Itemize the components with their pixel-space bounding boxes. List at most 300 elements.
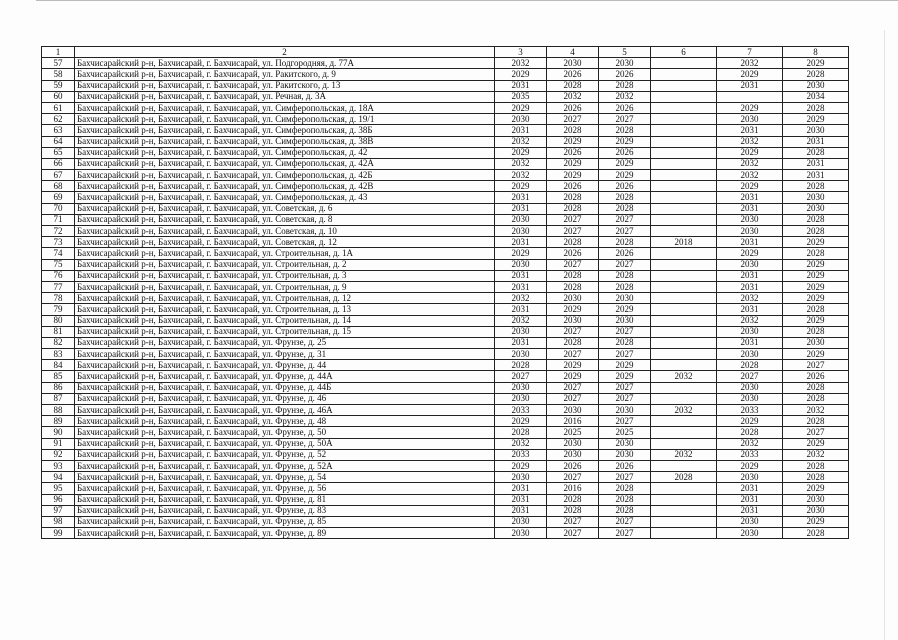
year-cell: 2031 bbox=[717, 337, 783, 348]
address-cell: Бахчисарайский р-н, Бахчисарай, г. Бахчисарай, ул. Симферопольская, д. 42В bbox=[75, 181, 495, 192]
year-cell: 2030 bbox=[599, 438, 651, 449]
row-number-cell: 85 bbox=[42, 371, 75, 382]
year-cell: 2032 bbox=[651, 449, 717, 460]
year-cell: 2026 bbox=[547, 102, 599, 113]
address-cell: Бахчисарайский р-н, Бахчисарай, г. Бахчисарай, ул. Строительная, д. 9 bbox=[75, 281, 495, 292]
address-cell: Бахчисарайский р-н, Бахчисарай, г. Бахчисарай, ул. Симферопольская, д. 18А bbox=[75, 102, 495, 113]
year-cell: 2028 bbox=[547, 192, 599, 203]
row-number-cell: 78 bbox=[42, 293, 75, 304]
table-row bbox=[42, 337, 849, 348]
table-row bbox=[42, 226, 849, 237]
year-cell: 2032 bbox=[783, 405, 849, 416]
column-header: 3 bbox=[495, 47, 547, 58]
year-cell: 2028 bbox=[717, 360, 783, 371]
row-number-cell: 74 bbox=[42, 248, 75, 259]
table-row bbox=[42, 102, 849, 113]
year-cell: 2030 bbox=[495, 214, 547, 225]
year-cell: 2032 bbox=[717, 58, 783, 69]
year-cell: 2027 bbox=[717, 371, 783, 382]
year-cell: 2028 bbox=[783, 416, 849, 427]
row-number-cell: 71 bbox=[42, 214, 75, 225]
row-number-cell: 89 bbox=[42, 416, 75, 427]
table-row bbox=[42, 483, 849, 494]
year-cell: 2025 bbox=[547, 427, 599, 438]
row-number-cell: 61 bbox=[42, 102, 75, 113]
year-cell: 2027 bbox=[599, 326, 651, 337]
year-cell bbox=[651, 483, 717, 494]
year-cell: 2027 bbox=[547, 472, 599, 483]
row-number-cell: 86 bbox=[42, 382, 75, 393]
row-number-cell: 72 bbox=[42, 226, 75, 237]
year-cell: 2030 bbox=[495, 259, 547, 270]
year-cell: 2033 bbox=[717, 449, 783, 460]
year-cell: 2028 bbox=[783, 248, 849, 259]
table-row bbox=[42, 170, 849, 181]
year-cell: 2027 bbox=[547, 349, 599, 360]
year-cell: 2026 bbox=[783, 371, 849, 382]
table-row bbox=[42, 360, 849, 371]
table-row bbox=[42, 136, 849, 147]
row-number-cell: 95 bbox=[42, 483, 75, 494]
year-cell: 2029 bbox=[783, 259, 849, 270]
year-cell: 2026 bbox=[599, 102, 651, 113]
year-cell: 2027 bbox=[599, 259, 651, 270]
address-cell: Бахчисарайский р-н, Бахчисарай, г. Бахчисарай, ул. Фрунзе, д. 54 bbox=[75, 472, 495, 483]
year-cell: 2028 bbox=[599, 270, 651, 281]
year-cell bbox=[651, 203, 717, 214]
table-row bbox=[42, 192, 849, 203]
row-number-cell: 65 bbox=[42, 147, 75, 158]
year-cell: 2029 bbox=[717, 102, 783, 113]
year-cell: 2027 bbox=[547, 528, 599, 539]
year-cell: 2031 bbox=[495, 304, 547, 315]
year-cell: 2028 bbox=[547, 80, 599, 91]
year-cell: 2031 bbox=[495, 505, 547, 516]
year-cell: 2028 bbox=[783, 326, 849, 337]
year-cell: 2031 bbox=[495, 270, 547, 281]
year-cell: 2029 bbox=[495, 181, 547, 192]
year-cell: 2026 bbox=[599, 181, 651, 192]
year-cell: 2029 bbox=[599, 304, 651, 315]
table-row bbox=[42, 181, 849, 192]
year-cell: 2026 bbox=[599, 69, 651, 80]
year-cell bbox=[651, 528, 717, 539]
year-cell bbox=[651, 170, 717, 181]
year-cell bbox=[651, 393, 717, 404]
address-cell: Бахчисарайский р-н, Бахчисарай, г. Бахчисарай, ул. Строительная, д. 2 bbox=[75, 259, 495, 270]
address-cell: Бахчисарайский р-н, Бахчисарай, г. Бахчисарай, ул. Фрунзе, д. 44А bbox=[75, 371, 495, 382]
table-row bbox=[42, 494, 849, 505]
year-cell: 2029 bbox=[495, 248, 547, 259]
year-cell: 2028 bbox=[783, 102, 849, 113]
year-cell: 2030 bbox=[717, 349, 783, 360]
row-number-cell: 75 bbox=[42, 259, 75, 270]
year-cell: 2032 bbox=[495, 136, 547, 147]
year-cell: 2028 bbox=[547, 237, 599, 248]
year-cell: 2032 bbox=[651, 405, 717, 416]
address-cell: Бахчисарайский р-н, Бахчисарай, г. Бахчисарай, ул. Фрунзе, д. 44Б bbox=[75, 382, 495, 393]
year-cell: 2030 bbox=[495, 393, 547, 404]
address-cell: Бахчисарайский р-н, Бахчисарай, г. Бахчисарай, ул. Строительная, д. 15 bbox=[75, 326, 495, 337]
row-number-cell: 98 bbox=[42, 516, 75, 527]
year-cell: 2032 bbox=[495, 158, 547, 169]
year-cell bbox=[651, 114, 717, 125]
row-number-cell: 92 bbox=[42, 449, 75, 460]
year-cell: 2018 bbox=[651, 237, 717, 248]
address-cell: Бахчисарайский р-н, Бахчисарай, г. Бахчисарай, ул. Симферопольская, д. 42Б bbox=[75, 170, 495, 181]
year-cell bbox=[651, 270, 717, 281]
year-cell: 2027 bbox=[547, 226, 599, 237]
address-cell: Бахчисарайский р-н, Бахчисарай, г. Бахчисарай, ул. Фрунзе, д. 85 bbox=[75, 516, 495, 527]
year-cell: 2030 bbox=[547, 438, 599, 449]
table-row bbox=[42, 349, 849, 360]
table-row bbox=[42, 382, 849, 393]
year-cell: 2028 bbox=[599, 192, 651, 203]
year-cell: 2030 bbox=[599, 315, 651, 326]
year-cell: 2028 bbox=[495, 427, 547, 438]
year-cell: 2029 bbox=[599, 170, 651, 181]
year-cell: 2031 bbox=[495, 281, 547, 292]
year-cell: 2032 bbox=[495, 58, 547, 69]
year-cell: 2030 bbox=[783, 80, 849, 91]
year-cell bbox=[651, 281, 717, 292]
address-cell: Бахчисарайский р-н, Бахчисарай, г. Бахчисарай, ул. Симферопольская, д. 43 bbox=[75, 192, 495, 203]
address-cell: Бахчисарайский р-н, Бахчисарай, г. Бахчисарай, ул. Фрунзе, д. 50А bbox=[75, 438, 495, 449]
column-header: 5 bbox=[599, 47, 651, 58]
address-cell: Бахчисарайский р-н, Бахчисарай, г. Бахчисарай, ул. Фрунзе, д. 46А bbox=[75, 405, 495, 416]
year-cell: 2027 bbox=[547, 214, 599, 225]
year-cell: 2031 bbox=[717, 125, 783, 136]
year-cell: 2027 bbox=[547, 326, 599, 337]
year-cell: 2028 bbox=[547, 270, 599, 281]
address-cell: Бахчисарайский р-н, Бахчисарай, г. Бахчисарай, ул. Фрунзе, д. 44 bbox=[75, 360, 495, 371]
year-cell: 2028 bbox=[783, 226, 849, 237]
year-cell: 2030 bbox=[717, 528, 783, 539]
year-cell: 2028 bbox=[783, 472, 849, 483]
year-cell: 2032 bbox=[717, 438, 783, 449]
year-cell: 2028 bbox=[651, 472, 717, 483]
year-cell bbox=[651, 326, 717, 337]
table-row bbox=[42, 281, 849, 292]
year-cell: 2030 bbox=[783, 337, 849, 348]
table-row bbox=[42, 472, 849, 483]
year-cell: 2030 bbox=[599, 405, 651, 416]
year-cell: 2031 bbox=[495, 237, 547, 248]
row-number-cell: 90 bbox=[42, 427, 75, 438]
row-number-cell: 64 bbox=[42, 136, 75, 147]
year-cell: 2028 bbox=[783, 304, 849, 315]
year-cell: 2031 bbox=[495, 125, 547, 136]
page-edge-right bbox=[884, 30, 885, 640]
year-cell: 2030 bbox=[599, 58, 651, 69]
year-cell: 2029 bbox=[547, 136, 599, 147]
address-cell: Бахчисарайский р-н, Бахчисарай, г. Бахчисарай, ул. Фрунзе, д. 52А bbox=[75, 460, 495, 471]
year-cell: 2029 bbox=[599, 136, 651, 147]
address-cell: Бахчисарайский р-н, Бахчисарай, г. Бахчисарай, ул. Симферопольская, д. 38В bbox=[75, 136, 495, 147]
address-cell: Бахчисарайский р-н, Бахчисарай, г. Бахчисарай, ул. Строительная, д. 14 bbox=[75, 315, 495, 326]
year-cell: 2031 bbox=[717, 483, 783, 494]
row-number-cell: 87 bbox=[42, 393, 75, 404]
year-cell: 2030 bbox=[783, 125, 849, 136]
row-number-cell: 62 bbox=[42, 114, 75, 125]
year-cell: 2027 bbox=[599, 214, 651, 225]
address-cell: Бахчисарайский р-н, Бахчисарай, г. Бахчисарай, ул. Симферопольская, д. 19/1 bbox=[75, 114, 495, 125]
year-cell: 2031 bbox=[495, 483, 547, 494]
year-cell: 2031 bbox=[717, 270, 783, 281]
table-row bbox=[42, 248, 849, 259]
year-cell: 2031 bbox=[495, 494, 547, 505]
year-cell: 2026 bbox=[547, 69, 599, 80]
year-cell: 2028 bbox=[783, 69, 849, 80]
table-row bbox=[42, 114, 849, 125]
year-cell: 2028 bbox=[783, 460, 849, 471]
row-number-cell: 94 bbox=[42, 472, 75, 483]
year-cell: 2031 bbox=[717, 494, 783, 505]
table-header-row bbox=[42, 47, 849, 58]
year-cell: 2029 bbox=[783, 349, 849, 360]
year-cell: 2028 bbox=[599, 505, 651, 516]
address-cell: Бахчисарайский р-н, Бахчисарай, г. Бахчисарай, ул. Советская, д. 8 bbox=[75, 214, 495, 225]
year-cell bbox=[651, 259, 717, 270]
year-cell: 2029 bbox=[717, 248, 783, 259]
column-header: 8 bbox=[783, 47, 849, 58]
year-cell: 2026 bbox=[547, 181, 599, 192]
year-cell: 2029 bbox=[783, 315, 849, 326]
year-cell: 2029 bbox=[783, 293, 849, 304]
table-row bbox=[42, 393, 849, 404]
year-cell: 2029 bbox=[783, 281, 849, 292]
year-cell: 2026 bbox=[599, 460, 651, 471]
year-cell: 2030 bbox=[783, 192, 849, 203]
year-cell: 2030 bbox=[717, 214, 783, 225]
year-cell: 2030 bbox=[495, 528, 547, 539]
year-cell: 2032 bbox=[495, 170, 547, 181]
year-cell: 2027 bbox=[783, 427, 849, 438]
column-header: 1 bbox=[42, 47, 75, 58]
row-number-cell: 69 bbox=[42, 192, 75, 203]
year-cell: 2030 bbox=[495, 114, 547, 125]
year-cell: 2031 bbox=[495, 192, 547, 203]
row-number-cell: 67 bbox=[42, 170, 75, 181]
year-cell: 2030 bbox=[717, 114, 783, 125]
year-cell: 2029 bbox=[783, 483, 849, 494]
year-cell bbox=[651, 349, 717, 360]
row-number-cell: 77 bbox=[42, 281, 75, 292]
year-cell: 2030 bbox=[717, 226, 783, 237]
table-row bbox=[42, 326, 849, 337]
row-number-cell: 82 bbox=[42, 337, 75, 348]
year-cell: 2025 bbox=[599, 427, 651, 438]
year-cell: 2028 bbox=[783, 147, 849, 158]
year-cell: 2028 bbox=[599, 203, 651, 214]
year-cell: 2028 bbox=[547, 203, 599, 214]
address-cell: Бахчисарайский р-н, Бахчисарай, г. Бахчисарай, ул. Строительная, д. 3 bbox=[75, 270, 495, 281]
year-cell: 2029 bbox=[547, 360, 599, 371]
table-row bbox=[42, 91, 849, 102]
row-number-cell: 68 bbox=[42, 181, 75, 192]
table-row bbox=[42, 69, 849, 80]
year-cell bbox=[651, 181, 717, 192]
year-cell bbox=[651, 80, 717, 91]
year-cell: 2029 bbox=[783, 237, 849, 248]
year-cell: 2028 bbox=[717, 427, 783, 438]
year-cell bbox=[651, 505, 717, 516]
year-cell: 2016 bbox=[547, 483, 599, 494]
year-cell bbox=[651, 494, 717, 505]
year-cell: 2029 bbox=[547, 170, 599, 181]
year-cell: 2029 bbox=[717, 181, 783, 192]
table-row bbox=[42, 528, 849, 539]
year-cell: 2030 bbox=[495, 382, 547, 393]
year-cell: 2032 bbox=[717, 136, 783, 147]
year-cell: 2030 bbox=[547, 293, 599, 304]
year-cell: 2030 bbox=[547, 449, 599, 460]
year-cell: 2032 bbox=[651, 371, 717, 382]
row-number-cell: 93 bbox=[42, 460, 75, 471]
year-cell: 2027 bbox=[783, 360, 849, 371]
address-cell: Бахчисарайский р-н, Бахчисарай, г. Бахчисарай, ул. Строительная, д. 12 bbox=[75, 293, 495, 304]
year-cell: 2029 bbox=[783, 438, 849, 449]
year-cell: 2033 bbox=[495, 449, 547, 460]
year-cell: 2029 bbox=[495, 416, 547, 427]
year-cell bbox=[651, 214, 717, 225]
row-number-cell: 63 bbox=[42, 125, 75, 136]
table-row bbox=[42, 315, 849, 326]
table-row bbox=[42, 214, 849, 225]
table-row bbox=[42, 293, 849, 304]
year-cell: 2030 bbox=[495, 516, 547, 527]
year-cell: 2029 bbox=[495, 460, 547, 471]
address-cell: Бахчисарайский р-н, Бахчисарай, г. Бахчисарай, ул. Симферопольская, д. 42 bbox=[75, 147, 495, 158]
table-row bbox=[42, 237, 849, 248]
table-row bbox=[42, 158, 849, 169]
year-cell: 2029 bbox=[495, 69, 547, 80]
year-cell: 2031 bbox=[495, 203, 547, 214]
year-cell: 2027 bbox=[599, 472, 651, 483]
page-edge bbox=[36, 0, 898, 1]
year-cell bbox=[651, 69, 717, 80]
year-cell: 2027 bbox=[547, 259, 599, 270]
address-cell: Бахчисарайский р-н, Бахчисарай, г. Бахчисарай, ул. Симферопольская, д. 38Б bbox=[75, 125, 495, 136]
row-number-cell: 60 bbox=[42, 91, 75, 102]
year-cell bbox=[651, 248, 717, 259]
year-cell: 2027 bbox=[599, 226, 651, 237]
row-number-cell: 70 bbox=[42, 203, 75, 214]
year-cell: 2028 bbox=[783, 214, 849, 225]
year-cell: 2030 bbox=[783, 203, 849, 214]
year-cell: 2028 bbox=[547, 337, 599, 348]
year-cell: 2031 bbox=[717, 192, 783, 203]
row-number-cell: 99 bbox=[42, 528, 75, 539]
year-cell: 2028 bbox=[599, 125, 651, 136]
row-number-cell: 66 bbox=[42, 158, 75, 169]
address-cell: Бахчисарайский р-н, Бахчисарай, г. Бахчисарай, ул. Фрунзе, д. 89 bbox=[75, 528, 495, 539]
year-cell: 2032 bbox=[717, 158, 783, 169]
table-row bbox=[42, 304, 849, 315]
year-cell: 2027 bbox=[599, 393, 651, 404]
year-cell: 2032 bbox=[547, 91, 599, 102]
year-cell: 2032 bbox=[495, 293, 547, 304]
year-cell bbox=[651, 460, 717, 471]
year-cell: 2031 bbox=[717, 281, 783, 292]
year-cell bbox=[651, 293, 717, 304]
table-row bbox=[42, 416, 849, 427]
year-cell: 2028 bbox=[599, 237, 651, 248]
address-cell: Бахчисарайский р-н, Бахчисарай, г. Бахчисарай, ул. Фрунзе, д. 25 bbox=[75, 337, 495, 348]
year-cell: 2031 bbox=[717, 304, 783, 315]
year-cell: 2030 bbox=[547, 405, 599, 416]
year-cell: 2028 bbox=[783, 382, 849, 393]
table-row bbox=[42, 147, 849, 158]
row-number-cell: 57 bbox=[42, 58, 75, 69]
table-row bbox=[42, 270, 849, 281]
year-cell: 2031 bbox=[717, 80, 783, 91]
year-cell: 2028 bbox=[599, 494, 651, 505]
year-cell: 2029 bbox=[547, 304, 599, 315]
year-cell: 2027 bbox=[495, 371, 547, 382]
year-cell: 2016 bbox=[547, 416, 599, 427]
table-row bbox=[42, 203, 849, 214]
row-number-cell: 88 bbox=[42, 405, 75, 416]
year-cell: 2031 bbox=[783, 136, 849, 147]
year-cell: 2027 bbox=[599, 349, 651, 360]
address-cell: Бахчисарайский р-н, Бахчисарай, г. Бахчисарай, ул. Фрунзе, д. 81 bbox=[75, 494, 495, 505]
row-number-cell: 76 bbox=[42, 270, 75, 281]
year-cell: 2030 bbox=[717, 382, 783, 393]
row-number-cell: 96 bbox=[42, 494, 75, 505]
row-number-cell: 83 bbox=[42, 349, 75, 360]
year-cell: 2031 bbox=[495, 337, 547, 348]
year-cell: 2027 bbox=[599, 114, 651, 125]
address-cell: Бахчисарайский р-н, Бахчисарай, г. Бахчисарай, ул. Советская, д. 10 bbox=[75, 226, 495, 237]
year-cell: 2028 bbox=[547, 125, 599, 136]
year-cell: 2030 bbox=[495, 326, 547, 337]
year-cell: 2027 bbox=[547, 114, 599, 125]
year-cell bbox=[651, 147, 717, 158]
year-cell: 2031 bbox=[717, 505, 783, 516]
row-number-cell: 73 bbox=[42, 237, 75, 248]
year-cell: 2029 bbox=[495, 147, 547, 158]
year-cell bbox=[651, 427, 717, 438]
year-cell: 2031 bbox=[783, 158, 849, 169]
year-cell bbox=[651, 315, 717, 326]
year-cell: 2032 bbox=[717, 170, 783, 181]
year-cell: 2030 bbox=[717, 472, 783, 483]
column-header: 2 bbox=[75, 47, 495, 58]
year-cell: 2030 bbox=[599, 449, 651, 460]
year-cell: 2029 bbox=[783, 516, 849, 527]
table-row bbox=[42, 80, 849, 91]
year-cell bbox=[651, 416, 717, 427]
year-cell: 2030 bbox=[547, 315, 599, 326]
year-cell bbox=[651, 192, 717, 203]
year-cell: 2031 bbox=[495, 80, 547, 91]
address-cell: Бахчисарайский р-н, Бахчисарай, г. Бахчисарай, ул. Строительная, д. 1А bbox=[75, 248, 495, 259]
table-row bbox=[42, 125, 849, 136]
table-row bbox=[42, 405, 849, 416]
address-cell: Бахчисарайский р-н, Бахчисарай, г. Бахчисарай, ул. Фрунзе, д. 31 bbox=[75, 349, 495, 360]
housing-schedule-table bbox=[41, 46, 849, 539]
year-cell: 2028 bbox=[599, 483, 651, 494]
year-cell bbox=[651, 102, 717, 113]
year-cell: 2029 bbox=[495, 102, 547, 113]
year-cell: 2032 bbox=[717, 293, 783, 304]
year-cell: 2029 bbox=[783, 270, 849, 281]
year-cell: 2032 bbox=[599, 91, 651, 102]
table-row bbox=[42, 259, 849, 270]
year-cell: 2030 bbox=[783, 505, 849, 516]
address-cell: Бахчисарайский р-н, Бахчисарай, г. Бахчисарай, ул. Ракитского, д. 13 bbox=[75, 80, 495, 91]
